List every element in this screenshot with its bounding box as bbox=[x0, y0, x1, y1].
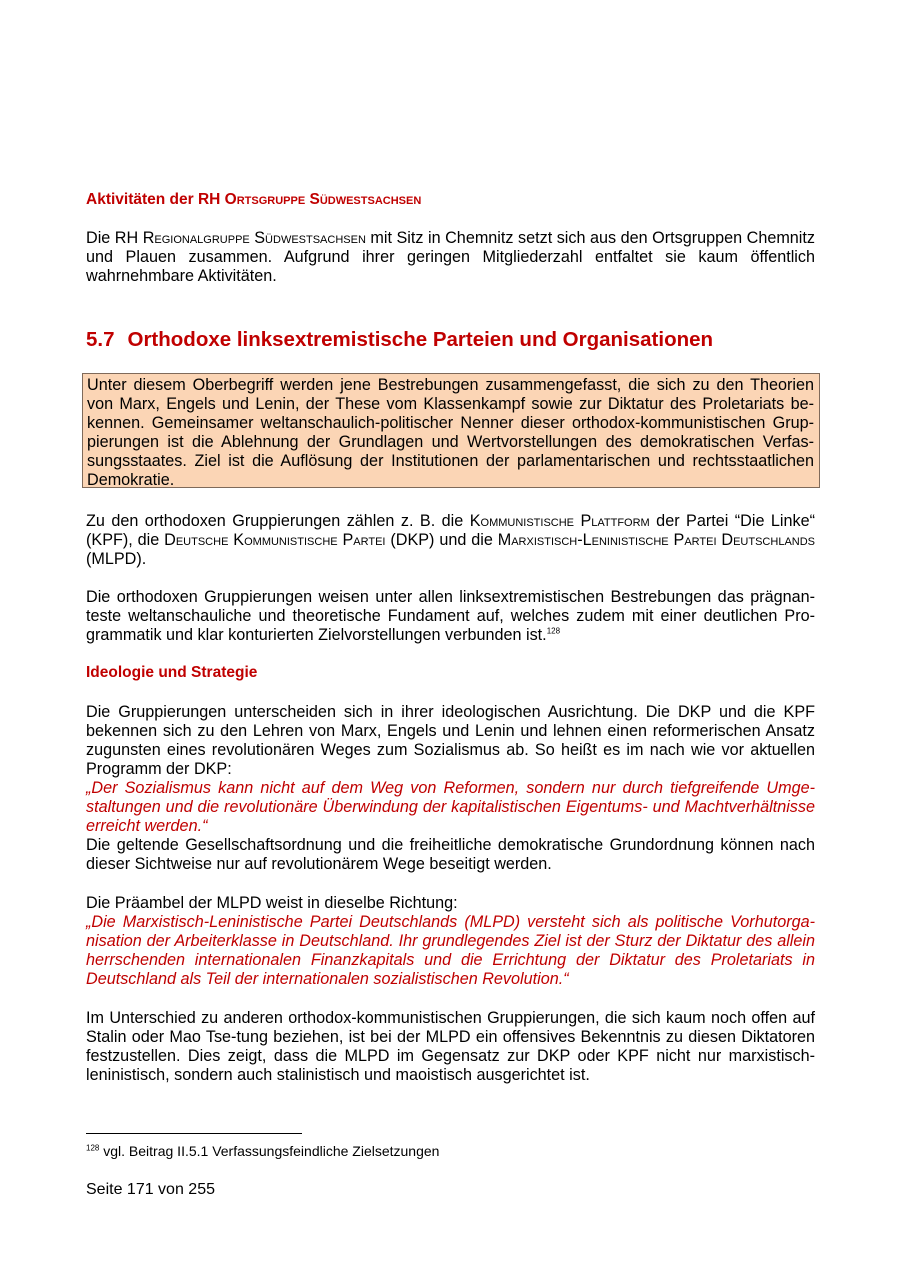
quote-dkp: „Der Sozialismus kann nicht auf dem Weg von Reformen, sondern nur durch tiefgreifende Umgestaltungen und die revolutionäre Überwindung der kapitalistischen Eigentums- und Machtverhältnisse erreicht werden.“ bbox=[86, 779, 815, 835]
paragraph-ideology-after: Die geltende Gesellschaftsordnung und die freiheitliche demokratische Grundordnung können nach dieser Sichtweise nur auf revolutionärem Wege beseitigt werden. bbox=[86, 836, 815, 873]
text: Zu den orthodoxen Gruppierungen zählen z. B. die bbox=[86, 512, 470, 530]
footnote-reference[interactable]: 128 bbox=[546, 626, 561, 636]
definition-text: Unter diesem Oberbegriff werden jene Bestrebungen zusammengefasst, die sich zu den Theorien von Marx, Engels und Lenin, der These vom Klassenkampf sowie zur Diktatur des Proletariats bekennen. Gemeinsamer weltanschaulich-politischer Nenner dieser orthodox-kommunistischen Gruppierungen ist die Ablehnung der Grundlagen und Wertvorstellungen des demokratischen Verfassungsstaates. Ziel ist die Auflösung der Institutionen der parlamentarischen und rechtsstaatlichen Demokratie. bbox=[87, 376, 814, 489]
text: mit Sitz in Chemnitz setzt sich aus den Ortsgruppen Chemnitz und Plauen zusammen. Aufgrund ihrer geringen Mitgliederzahl entfaltet sie kaum öffentlich wahrnehmbare Aktivitäten. bbox=[86, 229, 815, 285]
footnote-divider bbox=[86, 1133, 302, 1134]
org-name: Kommunistische Plattform bbox=[469, 512, 650, 530]
definition-box bbox=[82, 373, 820, 488]
ideology-block bbox=[86, 703, 815, 874]
footnote-text: vgl. Beitrag II.5.1 Verfassungsfeindliche Zielsetzungen bbox=[99, 1143, 440, 1159]
section-number: 5.7 bbox=[86, 328, 115, 351]
section-title: Orthodoxe linksextremistische Parteien und Organisationen bbox=[127, 328, 714, 351]
paragraph-rh bbox=[86, 229, 815, 286]
heading-smallcaps: Ortsgruppe Südwestsachsen bbox=[224, 191, 422, 208]
page-number: Seite 171 von 255 bbox=[86, 1181, 215, 1198]
paragraph-groups bbox=[86, 512, 815, 569]
footnote bbox=[86, 1143, 439, 1159]
text: (MLPD). bbox=[86, 550, 147, 568]
paragraph-fundament bbox=[86, 588, 815, 645]
org-name: Marxistisch-Leninistische Partei Deutschlands bbox=[497, 531, 816, 549]
heading-text: Aktivitäten der RH bbox=[86, 191, 225, 208]
org-name: Deutsche Kommunistische Partei bbox=[164, 531, 386, 549]
quote-mlpd: „Die Marxistisch-Leninistische Partei Deutschlands (MLPD) versteht sich als politische Vorhutorganisation der Arbeiterklasse in Deutschland. Ihr grundlegendes Ziel ist der Sturz der Diktatur des allein herrschenden internationalen Finanzkapitals und die Errichtung der Diktatur des Proletariats in Deutschland als Teil der internationalen sozialistischen Revolution.“ bbox=[86, 913, 815, 988]
org-name: Regionalgruppe Südwestsachsen bbox=[142, 229, 366, 247]
paragraph-ideology: Die Gruppierungen unterscheiden sich in ihrer ideologischen Ausrichtung. Die DKP und die KPF bekennen sich zu den Lehren von Marx, Engels und Lenin und lehnen einen reformerischen Ansatz zugunsten eines revolutionären Weges zum Sozialismus ab. So heißt es im nach wie vor aktuellen Programm der DKP: bbox=[86, 703, 815, 778]
text: (DKP) und die bbox=[385, 531, 498, 549]
footnote-number: 128 bbox=[86, 1143, 100, 1153]
text: Die RH bbox=[86, 229, 143, 247]
subheading-ideology: Ideologie und Strategie bbox=[86, 664, 258, 681]
section-heading-rh bbox=[86, 191, 815, 209]
section-title-5-7 bbox=[86, 328, 815, 352]
text: Die orthodoxen Gruppierungen weisen unter allen linksextremistischen Bestrebungen das prägnanteste weltanschauliche und theoretische Fundament auf, welches zudem mit einer deutlichen Programmatik und klar konturierten Zielvorstellungen verbunden ist. bbox=[86, 588, 815, 644]
text: der Partei “Die Linke“ (KPF), die bbox=[86, 512, 815, 549]
paragraph-stalin: Im Unterschied zu anderen orthodox-kommunistischen Gruppierungen, die sich kaum noch offen auf Stalin oder Mao Tse-tung beziehen, ist bei der MLPD ein offensives Bekenntnis zu diesen Diktatoren festzustellen. Dies zeigt, dass die MLPD im Gegensatz zur DKP oder KPF nicht nur marxistisch-leninistisch, sondern auch stalinistisch und maoistisch ausgerichtet ist. bbox=[86, 1009, 815, 1084]
mlpd-block bbox=[86, 894, 815, 989]
paragraph-mlpd-intro: Die Präambel der MLPD weist in dieselbe Richtung: bbox=[86, 894, 458, 912]
